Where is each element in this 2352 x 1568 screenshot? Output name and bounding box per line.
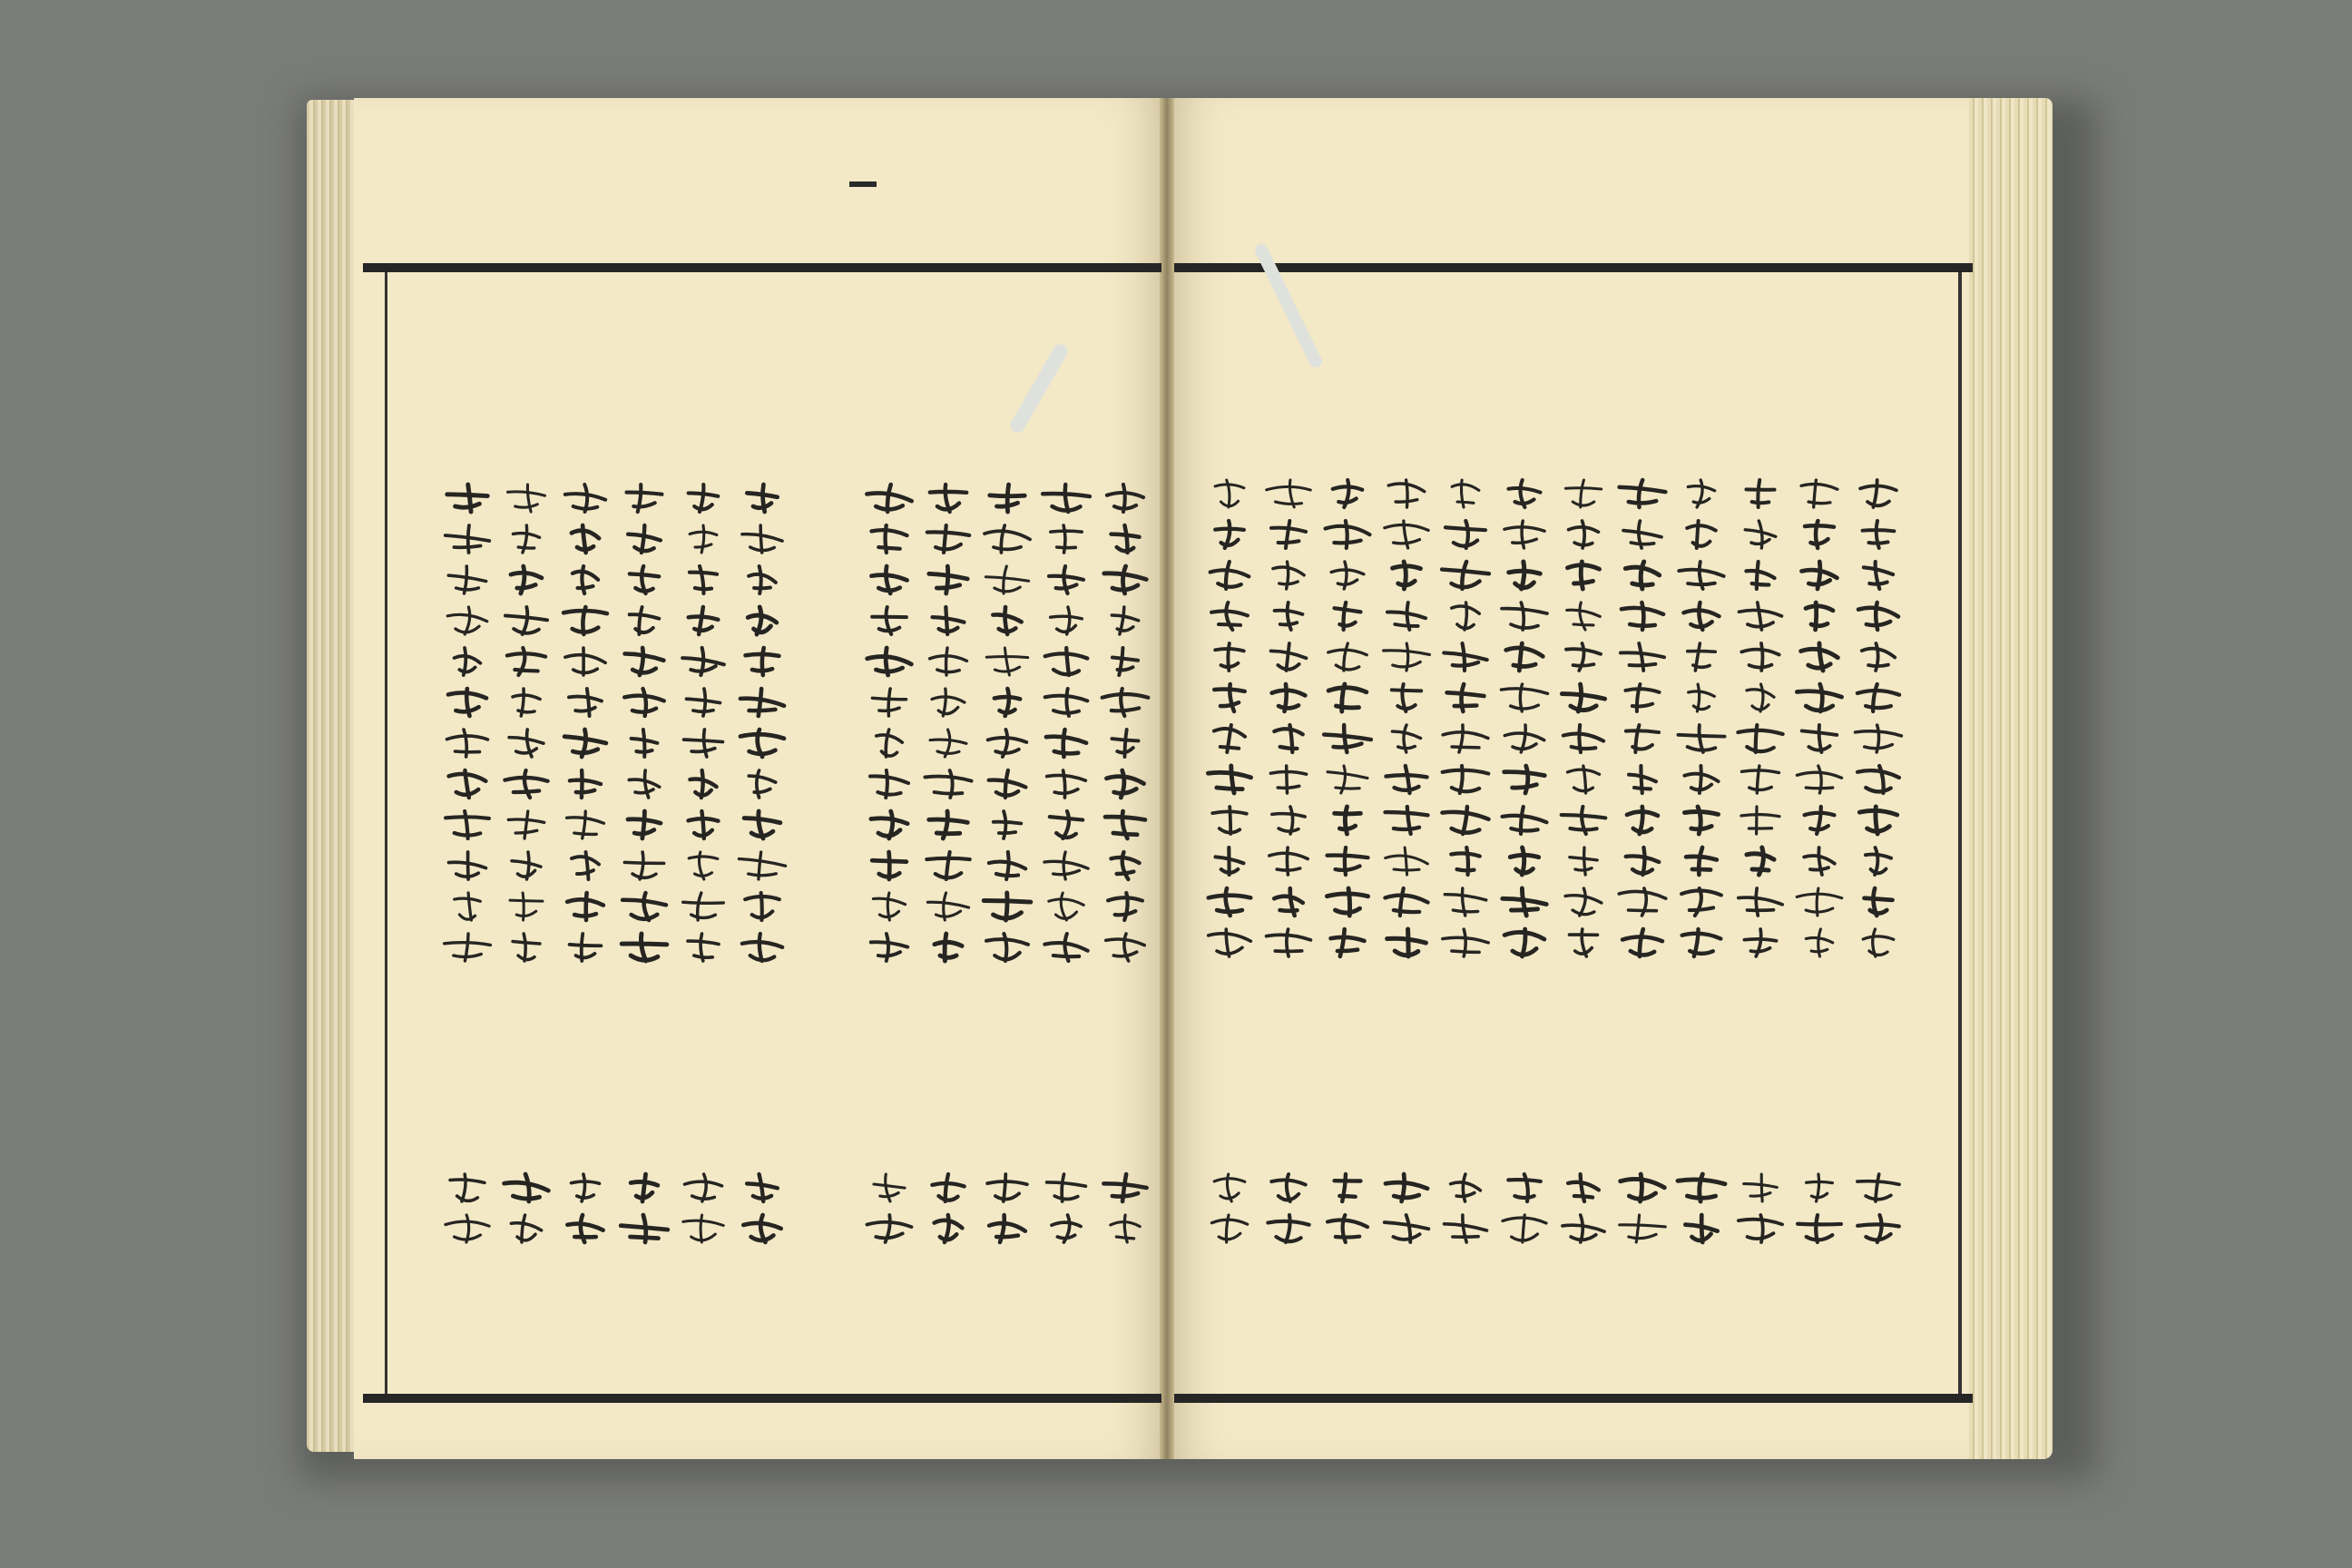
left-author-name bbox=[683, 1174, 723, 1242]
right-verse-column bbox=[1384, 480, 1430, 956]
left-author-name bbox=[1047, 1174, 1086, 1242]
right-author-name bbox=[1678, 1174, 1725, 1242]
left-verse-column bbox=[505, 485, 547, 961]
right-verse-column bbox=[1442, 480, 1489, 956]
left-verse-column bbox=[984, 485, 1031, 961]
right-verse-column bbox=[1501, 480, 1547, 956]
right-author-name bbox=[1798, 1174, 1841, 1242]
left-author-name bbox=[567, 1174, 603, 1242]
left-author-name bbox=[621, 1174, 668, 1242]
right-verse-column bbox=[1562, 480, 1606, 956]
left-author-name bbox=[446, 1174, 489, 1242]
right-verse-column bbox=[1856, 480, 1902, 956]
right-author-name bbox=[1620, 1174, 1666, 1242]
left-author-name bbox=[505, 1174, 549, 1242]
left-verse-column bbox=[1102, 485, 1149, 961]
right-verse-column bbox=[1797, 480, 1841, 956]
left-verse-column bbox=[622, 485, 667, 961]
right-verse-column bbox=[1324, 480, 1371, 956]
left-verse-column bbox=[682, 485, 724, 961]
left-verse-column bbox=[739, 485, 785, 961]
right-author-name bbox=[1211, 1174, 1247, 1242]
left-verse-column bbox=[445, 485, 491, 961]
right-author-name bbox=[1503, 1174, 1546, 1242]
left-author-name bbox=[987, 1174, 1027, 1242]
left-verse-column bbox=[925, 485, 971, 961]
right-verse-column bbox=[1208, 480, 1250, 956]
right-author-name bbox=[1563, 1174, 1604, 1242]
right-author-name bbox=[1385, 1174, 1429, 1242]
right-verse-column bbox=[1738, 480, 1782, 956]
left-verse-column bbox=[1043, 485, 1090, 961]
right-verse-column bbox=[1619, 480, 1665, 956]
right-author-name bbox=[1444, 1174, 1486, 1242]
right-verse-column bbox=[1267, 480, 1311, 956]
right-author-name bbox=[1328, 1174, 1367, 1242]
left-author-name bbox=[1103, 1174, 1146, 1242]
left-verse-column bbox=[564, 485, 607, 961]
right-author-name bbox=[1739, 1174, 1782, 1242]
left-author-name bbox=[867, 1174, 912, 1242]
right-author-name bbox=[1857, 1174, 1899, 1242]
left-author-name bbox=[743, 1174, 780, 1242]
right-verse-column bbox=[1678, 480, 1724, 956]
right-author-name bbox=[1268, 1174, 1308, 1242]
left-author-name bbox=[932, 1174, 964, 1242]
left-verse-column bbox=[867, 485, 911, 961]
